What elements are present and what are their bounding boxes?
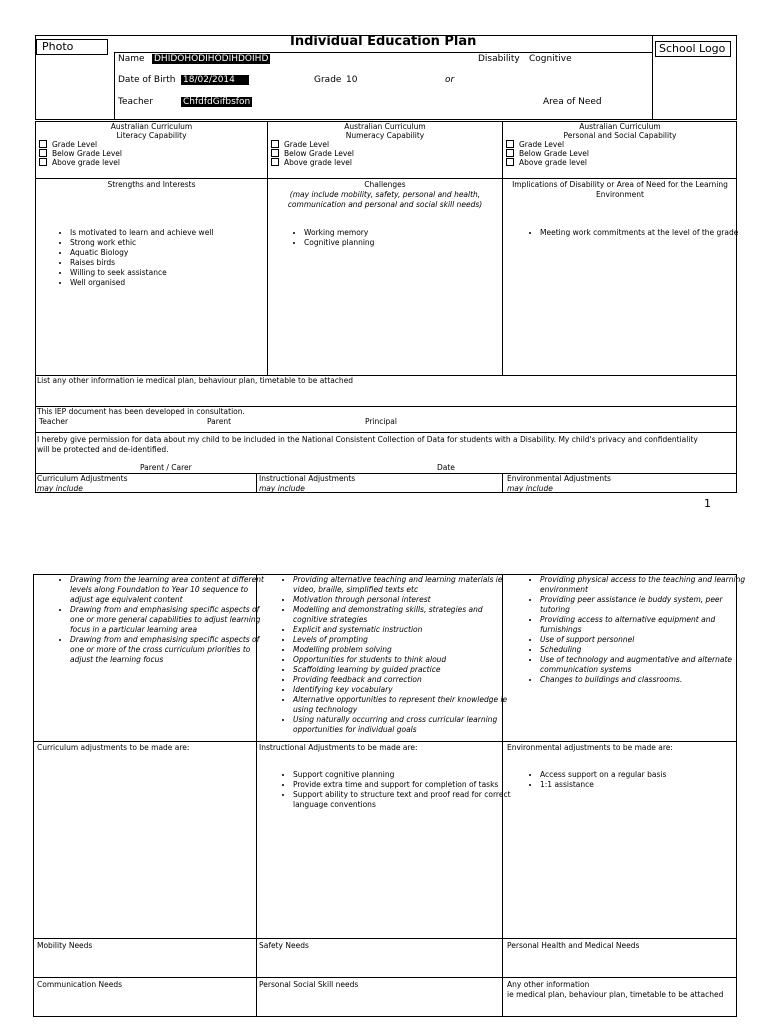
- adj-col-divider-1: [256, 473, 257, 493]
- strengths-list: [54, 228, 280, 288]
- parent-signature-label: Parent: [207, 417, 232, 426]
- checkbox[interactable]: [271, 140, 279, 148]
- checkbox-row[interactable]: [503, 140, 737, 149]
- environmental-adjustments-header: [507, 474, 611, 494]
- list-item: • Drawing from and emphasising specific aspects of one or more of the cross curriculum priorities to adjust the learning focus: [70, 635, 266, 665]
- challenges-sub-2: communication and personal and social skill needs): [287, 200, 483, 209]
- adj-title: Instructional Adjustments: [259, 474, 356, 483]
- list-item: • Identifying key vocabulary: [293, 685, 515, 695]
- option-label: Grade Level: [52, 140, 98, 149]
- disability-value[interactable]: Cognitive: [529, 54, 572, 64]
- checkbox[interactable]: [506, 140, 514, 148]
- list-item: • Providing physical access to the teaching and learning environment: [540, 575, 750, 595]
- list-item: • Drawing from and emphasising specific aspects of one or more general capabilities to adjust learning focus in a particular learning area: [70, 605, 266, 635]
- communication-needs-label: Communication Needs: [37, 980, 123, 989]
- challenges-header: [268, 180, 502, 210]
- literacy-title-1: Australian Curriculum: [110, 122, 193, 131]
- teacher-signature-label: Teacher: [39, 417, 69, 426]
- checkbox-row[interactable]: [268, 149, 502, 158]
- p2-row-divider-1: [33, 741, 737, 742]
- numeracy-title-1: Australian Curriculum: [344, 122, 426, 131]
- environmental-adjustments-list: [524, 575, 750, 685]
- grade-label: Grade: [314, 75, 342, 85]
- any-other-info-1: Any other information: [507, 980, 590, 989]
- list-item: • Using naturally occurring and cross curricular learning opportunities for individual goals: [293, 715, 515, 735]
- checkbox-row[interactable]: [36, 158, 267, 167]
- adj-sub: may include: [37, 484, 83, 493]
- checkbox-row[interactable]: [503, 149, 737, 158]
- numeracy-title-2: Numeracy Capability: [345, 131, 425, 140]
- instructional-made-title: Instructional Adjustments to be made are:: [259, 743, 418, 752]
- teacher-label: Teacher: [118, 97, 153, 107]
- adj-title: Environmental Adjustments: [507, 474, 611, 483]
- adj-sub: may include: [507, 484, 553, 493]
- implications-list: [524, 228, 750, 238]
- list-item: • Explicit and systematic instruction: [293, 625, 515, 635]
- option-label: Grade Level: [519, 140, 565, 149]
- option-label: Below Grade Level: [284, 149, 354, 158]
- option-label: Above grade level: [52, 158, 120, 167]
- date-label: Date: [437, 463, 455, 472]
- implications-header: [503, 180, 737, 200]
- checkbox[interactable]: [506, 158, 514, 166]
- list-item: • Support cognitive planning: [293, 770, 515, 780]
- school-logo-label: School Logo: [659, 42, 726, 55]
- consultation-text: This IEP document has been developed in consultation.: [37, 407, 245, 416]
- checkbox[interactable]: [271, 149, 279, 157]
- instructional-adjustments-list: [277, 575, 515, 735]
- list-item: • Support ability to structure text and proof read for correct language conventions: [293, 790, 515, 810]
- list-item: • Scheduling: [540, 645, 750, 655]
- curriculum-made-title: Curriculum adjustments to be made are:: [37, 743, 190, 752]
- area-of-need-label: Area of Need: [543, 97, 602, 107]
- list-item: • Alternative opportunities to represent their knowledge ie using technology: [293, 695, 515, 715]
- header-left-divider: [114, 52, 115, 120]
- list-item: • Modelling problem solving: [293, 645, 515, 655]
- header-name-underline: [114, 52, 652, 53]
- header-right-divider: [652, 35, 653, 120]
- checkbox-row[interactable]: [268, 158, 502, 167]
- dob-label: Date of Birth: [118, 75, 176, 85]
- list-item: • Drawing from the learning area content at different levels along Foundation to Year 10 sequence to adjust age equivalent content: [70, 575, 266, 605]
- option-label: Above grade level: [284, 158, 352, 167]
- safety-needs-label: Safety Needs: [259, 941, 309, 950]
- checkbox[interactable]: [271, 158, 279, 166]
- option-label: Grade Level: [284, 140, 330, 149]
- option-label: Below Grade Level: [519, 149, 589, 158]
- list-item: • Scaffolding learning by guided practice: [293, 665, 515, 675]
- page-2: [0, 560, 768, 1024]
- numeracy-capability-cell: [268, 122, 502, 167]
- name-label: Name: [118, 54, 145, 64]
- curriculum-adjustments-header: [37, 474, 127, 494]
- page-number: 1: [704, 497, 711, 510]
- adj-sub: may include: [259, 484, 305, 493]
- challenges-title: Challenges: [364, 180, 406, 189]
- list-item: • Is motivated to learn and achieve well: [70, 228, 280, 238]
- list-item: • Well organised: [70, 278, 280, 288]
- list-item: • Providing access to alternative equipment and furnishings: [540, 615, 750, 635]
- other-info-text: List any other information ie medical plan, behaviour plan, timetable to be attached: [37, 376, 354, 385]
- row-divider-4: [35, 432, 737, 433]
- checkbox[interactable]: [39, 158, 47, 166]
- checkbox-row[interactable]: [36, 140, 267, 149]
- name-value[interactable]: DHIDOHODIHODIHDOIHD: [154, 54, 269, 64]
- checkbox[interactable]: [39, 149, 47, 157]
- list-item: • Use of technology and augmentative and alternate communication systems: [540, 655, 750, 675]
- list-item: • Modelling and demonstrating skills, strategies and cognitive strategies: [293, 605, 515, 625]
- checkbox-row[interactable]: [36, 149, 267, 158]
- list-item: • 1:1 assistance: [540, 780, 750, 790]
- permission-line-2: will be protected and de-identified.: [37, 445, 169, 454]
- strengths-title: Strengths and Interests: [107, 180, 196, 189]
- list-item: • Meeting work commitments at the level of the grade: [540, 228, 750, 238]
- personal-health-label: Personal Health and Medical Needs: [507, 941, 640, 950]
- parent-carer-label: Parent / Carer: [140, 463, 192, 472]
- list-item: • Providing alternative teaching and learning materials ie video, braille, simplified texts etc: [293, 575, 515, 595]
- list-item: • Access support on a regular basis: [540, 770, 750, 780]
- list-item: • Provide extra time and support for completion of tasks: [293, 780, 515, 790]
- p2-row-divider-3: [33, 977, 737, 978]
- social-skill-needs-label: Personal Social Skill needs: [259, 980, 359, 989]
- row-divider-1: [35, 178, 737, 179]
- list-item: • Use of support personnel: [540, 635, 750, 645]
- list-item: • Motivation through personal interest: [293, 595, 515, 605]
- dob-value[interactable]: 18/02/2014: [181, 75, 249, 85]
- implications-title-2: Environment: [596, 190, 644, 199]
- literacy-title-2: Literacy Capability: [116, 131, 187, 140]
- challenges-list: [288, 228, 514, 248]
- environmental-made-title: Environmental adjustments to be made are:: [507, 743, 673, 752]
- list-item: • Working memory: [304, 228, 514, 238]
- personal-social-capability-cell: [503, 122, 737, 167]
- list-item: • Providing peer assistance ie buddy system, peer tutoring: [540, 595, 750, 615]
- list-item: • Levels of prompting: [293, 635, 515, 645]
- option-label: Above grade level: [519, 158, 587, 167]
- literacy-capability-cell: [36, 122, 267, 167]
- personal-title-2: Personal and Social Capability: [563, 131, 677, 140]
- page-title: Individual Education Plan: [290, 34, 477, 49]
- checkbox-row[interactable]: [268, 140, 502, 149]
- list-item: • Cognitive planning: [304, 238, 514, 248]
- list-item: • Providing feedback and correction: [293, 675, 515, 685]
- environmental-made-list: [524, 770, 750, 790]
- list-item: • Raises birds: [70, 258, 280, 268]
- implications-title-1: Implications of Disability or Area of Need for the Learning: [512, 180, 728, 189]
- checkbox-row[interactable]: [503, 158, 737, 167]
- list-item: • Aquatic Biology: [70, 248, 280, 258]
- teacher-value[interactable]: ChfdfdGifbsfon: [183, 97, 251, 107]
- option-label: Below Grade Level: [52, 149, 122, 158]
- disability-label: Disability: [478, 54, 520, 64]
- photo-label: Photo: [42, 40, 74, 53]
- adj-col-divider-2: [502, 473, 503, 493]
- grade-value[interactable]: 10: [346, 75, 358, 85]
- list-item: • Opportunities for students to think aloud: [293, 655, 515, 665]
- list-item: • Willing to seek assistance: [70, 268, 280, 278]
- instructional-made-list: [277, 770, 515, 810]
- row-divider-5: [35, 473, 737, 474]
- or-text: or: [445, 75, 455, 85]
- adj-title: Curriculum Adjustments: [37, 474, 128, 483]
- checkbox[interactable]: [506, 149, 514, 157]
- checkbox[interactable]: [39, 140, 47, 148]
- challenges-sub-1: (may include mobility, safety, personal and health,: [289, 190, 481, 199]
- instructional-adjustments-header: [259, 474, 355, 494]
- curriculum-adjustments-list: [54, 575, 266, 665]
- permission-line-1: I hereby give permission for data about my child to be included in the National Consistent Collection of Data for students with a Disability. My child's privacy and confidentiality: [37, 435, 698, 444]
- personal-title-1: Australian Curriculum: [579, 122, 661, 131]
- list-item: • Strong work ethic: [70, 238, 280, 248]
- p2-row-divider-2: [33, 938, 737, 939]
- list-item: • Changes to buildings and classrooms.: [540, 675, 750, 685]
- principal-signature-label: Principal: [365, 417, 397, 426]
- any-other-info-2: ie medical plan, behaviour plan, timetable to be attached: [507, 990, 724, 999]
- mobility-needs-label: Mobility Needs: [37, 941, 93, 950]
